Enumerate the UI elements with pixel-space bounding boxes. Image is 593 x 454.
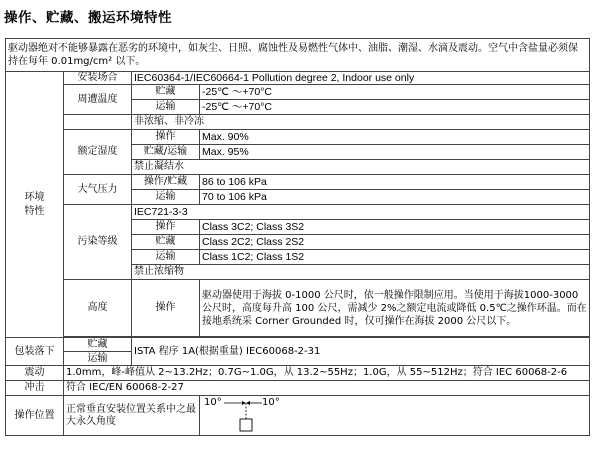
- install-value: IEC60364-1/IEC60664-1 Pollution degree 2, Indoor use only: [132, 72, 590, 85]
- pressure-condition: 操作/贮藏: [132, 175, 200, 190]
- altitude-value: 驱动器使用于海拔 0-1000 公尺时，依一般操作限制应用。当使用于海拔1000-3000 公尺时，高度每升高 100 公尺，需减少 2%之额定电流或降低 0.5℃之操作环温。而在接地系统采 Corner Grounded 时，仅可操作在海拔 2000 公尺以下。: [200, 280, 590, 337]
- env-group-label: 环境特性: [6, 72, 64, 338]
- temp-value: -25℃ ～+70°C: [200, 85, 590, 100]
- altitude-label: 高度: [64, 280, 132, 337]
- pressure-label: 大气压力: [64, 175, 132, 205]
- vibration-value: 1.0mm，峰-峰值从 2~13.2Hz；0.7G~1.0G，从 13.2~55Hz；1.0G，从 55~512Hz；符合 IEC 60068-2-6: [64, 366, 590, 381]
- pollution-label: 污染等级: [64, 205, 132, 280]
- pollution-value: Class 3C2; Class 3S2: [200, 220, 590, 235]
- spacer-cell: [64, 115, 132, 130]
- temp-label: 周遭温度: [64, 85, 132, 115]
- temp-condition: 运输: [132, 100, 200, 115]
- environment-spec-table: [5, 38, 590, 436]
- pressure-value: 70 to 106 kPa: [200, 190, 590, 205]
- pressure-value: 86 to 106 kPa: [200, 175, 590, 190]
- position-diagram-cell: [200, 396, 590, 436]
- pollution-condition: 操作: [132, 220, 200, 235]
- mounting-angle-diagram: [202, 397, 587, 435]
- page-title: 操作、贮藏、搬运环境特性: [4, 10, 172, 26]
- package-label: 包装落下: [6, 338, 64, 366]
- package-value: ISTA 程序 1A(根据重量) IEC60068-2-31: [132, 338, 590, 366]
- humidity-value: Max. 95%: [200, 145, 590, 160]
- intro-text: 驱动器绝对不能够暴露在恶劣的环境中，如灰尘、日照、腐蚀性及易燃性气体中、油脂、潮湿、水滴及震动。空气中含盐量必须保持在每年 0.01mg/cm² 以下。: [6, 39, 590, 72]
- pressure-condition: 运输: [132, 190, 200, 205]
- temp-value: -25℃ ～+70°C: [200, 100, 590, 115]
- humidity-note: 禁止凝结水: [132, 160, 590, 175]
- tilt-arrows-icon: [202, 397, 292, 435]
- temp-note: 非浓缩、非冷冻: [132, 115, 590, 130]
- pollution-condition: 运输: [132, 250, 200, 265]
- vibration-label: 震动: [6, 366, 64, 381]
- pollution-condition: 贮藏: [132, 235, 200, 250]
- humidity-label: 额定湿度: [64, 130, 132, 175]
- angle-left-label: 10°: [204, 396, 222, 408]
- position-label: 操作位置: [6, 396, 64, 436]
- shock-label: 冲击: [6, 381, 64, 396]
- pollution-value: Class 1C2; Class 1S2: [200, 250, 590, 265]
- pollution-note: 禁止浓缩物: [132, 265, 590, 280]
- shock-value: 符合 IEC/EN 60068-2-27: [64, 381, 590, 396]
- position-value: 正常垂直安装位置关系中之最大永久角度: [64, 396, 200, 436]
- temp-condition: 贮藏: [132, 85, 200, 100]
- angle-right-label: 10°: [262, 396, 280, 408]
- package-condition: 贮藏: [64, 338, 132, 352]
- pollution-value: Class 2C2; Class 2S2: [200, 235, 590, 250]
- humidity-value: Max. 90%: [200, 130, 590, 145]
- package-condition: 运输: [64, 352, 132, 366]
- install-label: 安装场合: [64, 72, 132, 85]
- pollution-standard: IEC721-3-3: [132, 205, 590, 220]
- humidity-condition: 操作: [132, 130, 200, 145]
- humidity-condition: 贮藏/运输: [132, 145, 200, 160]
- altitude-condition: 操作: [132, 280, 200, 337]
